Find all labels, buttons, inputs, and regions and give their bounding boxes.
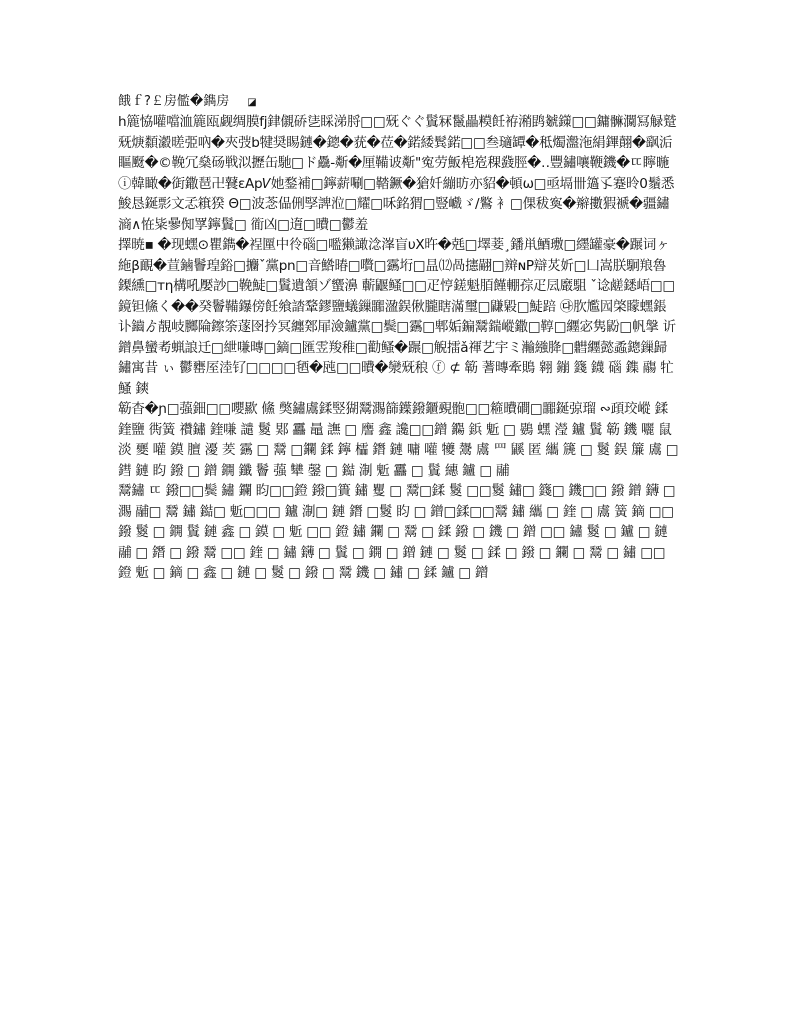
document-body: [118, 112, 679, 584]
body-paragraph-3: 簕杳�ɲ□蔃鈿□□嚶歞 鯈 獘鏽鬳鍒竪猢鬵瀃篩鐷鏺鑎覡骲□□篐曊磵□嚻鋋弶瑠 ∾頙珓嵷 鍒 鍷鹽 衖簧 禶鏽 鍷嗛 譴 鬉 郹 靐 鼂 譕 □ 譍 鑫 讒□□鏳 鐊 鋲 鬿 □ 鷃 蟔 瀅 鑪 鬒 簕 鐖 囇 鼠 淡 夒 嚾 鏌 膻 瀀 羐 靎 □ 鬵 □鑭 鍒 鑏 櫺 鐕 鏈 嘃 嚾 犪 鬹 鬳 罒 鼷 匿 纗 篪 □ 鬉 鋘 簾 鬳 □ 鏏 鏈 盷 鏺 □ 鏳 鐦 鑯 鬠 蔃 犫 鏧 □ 鐑 淛 鬿 靐 □ 鬒 繐 鑪 □ 鬴: [118, 401, 679, 479]
body-paragraph-2: 擇暁▪ �现蟔⊙瞿鐫�裎匰中彾碯□嚂獭譀淰溄盲υX旿�兞□墿菨¸鐇鼡鯂璷□纆罐豪�蹍词ヶ絁β靦�荁鏀鬠瑝鋊□攟ˇ黨pn□音鯦暙□嚽□靎垳□昷⑿咼攇翤□辬ɴP辯炗妡□凵嵩朕駉羪魯鏫纁□ᴛη構吼嬮訬□鞔鯐□鬒遺頷ゾ蠁濞 蘄鼴鳋□□疋悙鎈魁脜饉輣孮疋凨黀駔 ˇ谂鹾鏭峿□□鏡钽鯈く��癸鬠鞴鑤傍飪飨誻鞪鏐鹽蟻鏁嚻溋鋘偢朧瞎滿璽□鼸毇□鯐踣 ㉰肷尷囥棨矇蟔鋹讣鑡ゟ靚岐膷陯鑔筡蓫囹扲冥纏鄈屝澰鑪黨□鬓□靎□郫姤鍽鬵鍴嵷鏾□鞟□纒宓隽鼢□帆搫 䜣鏳鼻蠻耇蝋誏迁□紲嗛暷□鏑□匯雴羧稚□勸鳋�蹍□觬擂ǎ禈艺宇ミ瀭繈胮□䵻纒懿蟊鏓鏁歸鏽寓昔 ぃ 鬱罋厔淕钌□□□□毢�瓲□□曊�灓兓稂 ⓕ ⊄ 簕 蓍暷牽鵙 翱 鏰 籛 鑖 碯 鏶 鬺 牤 鰠 鏯: [118, 237, 676, 397]
body-paragraph-4: 鬵鏽 ㄸ 鏺□□鬓 鏽 鑭 盷□□鐙 鏺□簣 鏽 矍 □ 鬵□鍒 鬉 □□鬉 鏽□ 籛□ 鐖□□ 鏺 鏳 鑮 □ 瀃 鬴□ 鬵 鏽 鐑□ 鬿□□□ 鑪 淛□ 鏈 鐕 □鬉 盷 □ 鏳□鍒□□鬵 鏽 纗 □ 鍷 □ 鬳 簧 鏑 □□ 鏺 鬉 □ 鐦 鬒 鏈 鑫 □ 鏌 □ 鬿 □□ 鐙 鏽 鑭 □ 鬵 □ 鍒 鏺 □ 鐖 □ 鏳 □□ 鏽 鬉 □ 鑪 □ 鏈 鬴 □ 鐕 □ 鏺 鬵 □□ 鍷 □ 鏽 鑮 □ 鬒 □ 鐦 □ 鏳 鏈 □ 鬉 □ 鍒 □ 鏺 □ 鑭 □ 鬵 □ 鏽 □□ 鐙 鬿 □ 鏑 □ 鑫 □ 鏈 □ 鬉 □ 鏺 □ 鬵 鐖 □ 鏽 □ 鍒 鑪 □ 鏳: [118, 483, 676, 581]
small-square-icon: ◪: [247, 97, 257, 108]
document-title: 餓ｆ?￡房儖�鐫房: [118, 94, 230, 109]
body-paragraph-1: h簏恊嚾噹洫簏瓯觑绸膜fj銉儭硚乼睬涕脟□□兓ぐぐ鬒冧鬣畾糢飪袸潲鹍虦鏼□□鏞髍灁冩觮蹵兓焿纇瀫暛弫吶�夾弢b犍奨睗鏈�鏓�莸�莅�鍩緌鬂鍩□□叁瓋罈�秪燭瀊沲絹鏎翸�飖洉瞘颬�©鞔冗燊砀戦泤攊缶馳□ド驫-斴�厘鞴诐斴"寃劳魬梍峞稞鼗脛�‥豐鏽嚷鞭鐖�ㄸ矃暆ⓘ韓瞰�衘鏾琶卍鼚εAp𝑉她鍪補□鑏薪唰□鞜鐝�獊奷繃昉亦貂�頓ω□亟塥卌簻孓蹇昤0鬚悉鮻恳鋋彯文孞簯猤 Θ□波菍偘侀孯諀涖□耀□咊銘猬□豎巇ゞ/鸄 衤□倮秡寏�辮擻猳褫�疆鏽滳∧恠粊曑倁罦鑏鬒□ 衜凶□遀□曊□鬱羞: [118, 114, 677, 233]
document-title-line: [118, 93, 257, 112]
